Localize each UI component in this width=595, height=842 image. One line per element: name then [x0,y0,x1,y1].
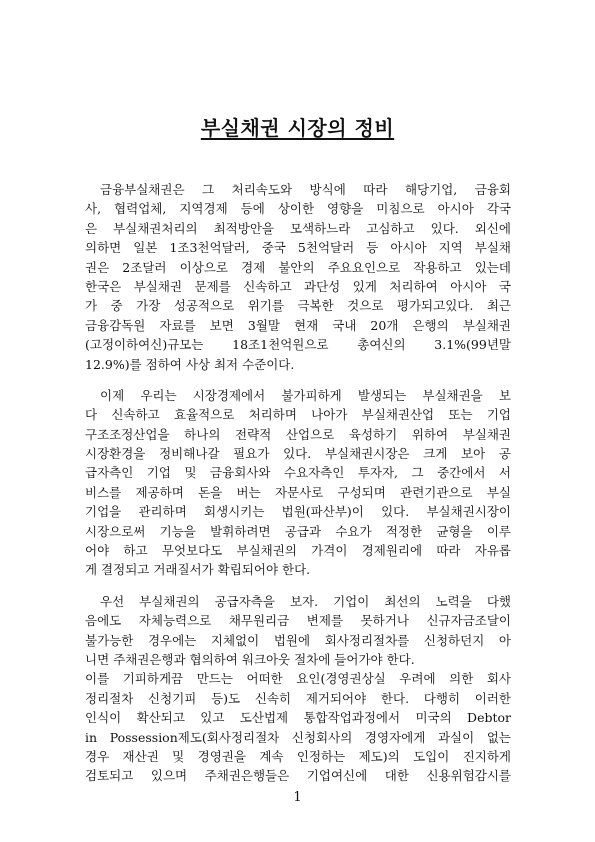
text-line: (고정이하여신)규모는 18조1천억원으로 총여신의 3.1%(99년말 [85,337,511,353]
text-line: 우선 부실채권의 공급자측을 보자. 기업이 최선의 노력을 다했 [100,593,511,609]
text-line: 권은 2조달러 이상으로 경제 불안의 주요요인으로 작용하고 있는데 [85,259,511,275]
document-title: 부실채권 시장의 정비 [200,116,395,140]
text-line: 시장환경을 정비해나갈 필요가 있다. 부실채권시장은 크게 보아 공 [85,446,511,462]
text-line: 어야 하고 무엇보다도 부실채권의 가격이 경제원리에 따라 자유롭 [85,543,511,559]
text-line: in Possession제도(회사정리절차 신청회사의 경영자에게 과실이 없는 [85,729,511,745]
paragraph [85,386,511,580]
text-line: 구조조정산업을 하나의 전략적 산업으로 육성하기 위하여 부실채권 [85,426,511,442]
text-line: 이를 기피하게끔 만드는 어떠한 요인(경영권상실 우려에 의한 회사 [85,671,511,687]
text-line: 금융부실채권은 그 처리속도와 방식에 따라 해당기업, 금융회 [100,182,511,197]
text-line: 음에도 자체능력으로 채무원리금 변제를 못하거나 신규자금조달이 [85,613,511,629]
text-line: 다 신속하고 효율적으로 처리하며 나아가 부실채권산업 또는 기업 [85,407,511,423]
text-line: 의하면 일본 1조3천억달러, 중국 5천억달러 등 아시아 지역 부실채 [85,240,511,256]
text-line: 게 결정되고 거래질서가 확립되어야 한다. [85,562,311,578]
text-line: 시장으로써 기능을 발휘하려면 공급과 수요가 적정한 균형을 이루 [85,523,511,539]
text-line: 니면 주채권은행과 협의하여 워크아웃 절차에 들어가야 한다. [85,651,415,667]
document-body [85,180,511,798]
text-line: 정리절차 신청기피 등)도 신속히 제거되어야 한다. 다행히 이러한 [85,690,511,706]
page-number: 1 [293,790,302,805]
text-line: 경우 재산권 및 경영권을 계속 인정하는 제도)의 도입이 진지하게 [85,748,511,764]
text-line: 사, 협력업체, 지역경제 등에 상이한 영향을 미침으로 아시아 각국 [85,201,511,217]
text-line: 기업을 관리하며 회생시키는 법원(파산부)이 있다. 부실채권시장이 [85,504,511,520]
text-line: 비스를 제공하며 돈을 버는 자문사로 구성되며 관련기관으로 부실 [85,484,511,500]
paragraph [85,592,511,786]
text-line: 가 중 가장 성공적으로 위기를 극복한 것으로 평가되고있다. 최근 [85,298,511,314]
text-line: 검토되고 있으며 주채권은행들은 기업여신에 대한 신용위험감시를 [85,768,511,784]
text-line: 은 부실채권처리의 최적방안을 모색하느라 고심하고 있다. 외신에 [85,220,511,236]
text-line: 인식이 확산되고 있고 도산법제 통합작업과정에서 미국의 Debtor [85,710,511,726]
text-line: 금융감독원 자료를 보면 3월말 현재 국내 20개 은행의 부실채권 [85,317,511,333]
text-line: 불가능한 경우에는 지체없이 법원에 회사정리절차를 신청하던지 아 [85,632,511,648]
paragraph [85,180,511,374]
text-line: 이제 우리는 시장경제에서 불가피하게 발생되는 부실채권을 보 [100,387,511,403]
text-line: 급자측인 기업 및 금융회사와 수요자측인 투자자, 그 중간에서 서 [85,465,511,481]
text-line: 한국은 부실채권 문제를 신속하고 과단성 있게 처리하여 아시아 국 [85,278,511,294]
text-line: 12.9%)를 점하여 사상 최저 수준이다. [85,356,295,372]
